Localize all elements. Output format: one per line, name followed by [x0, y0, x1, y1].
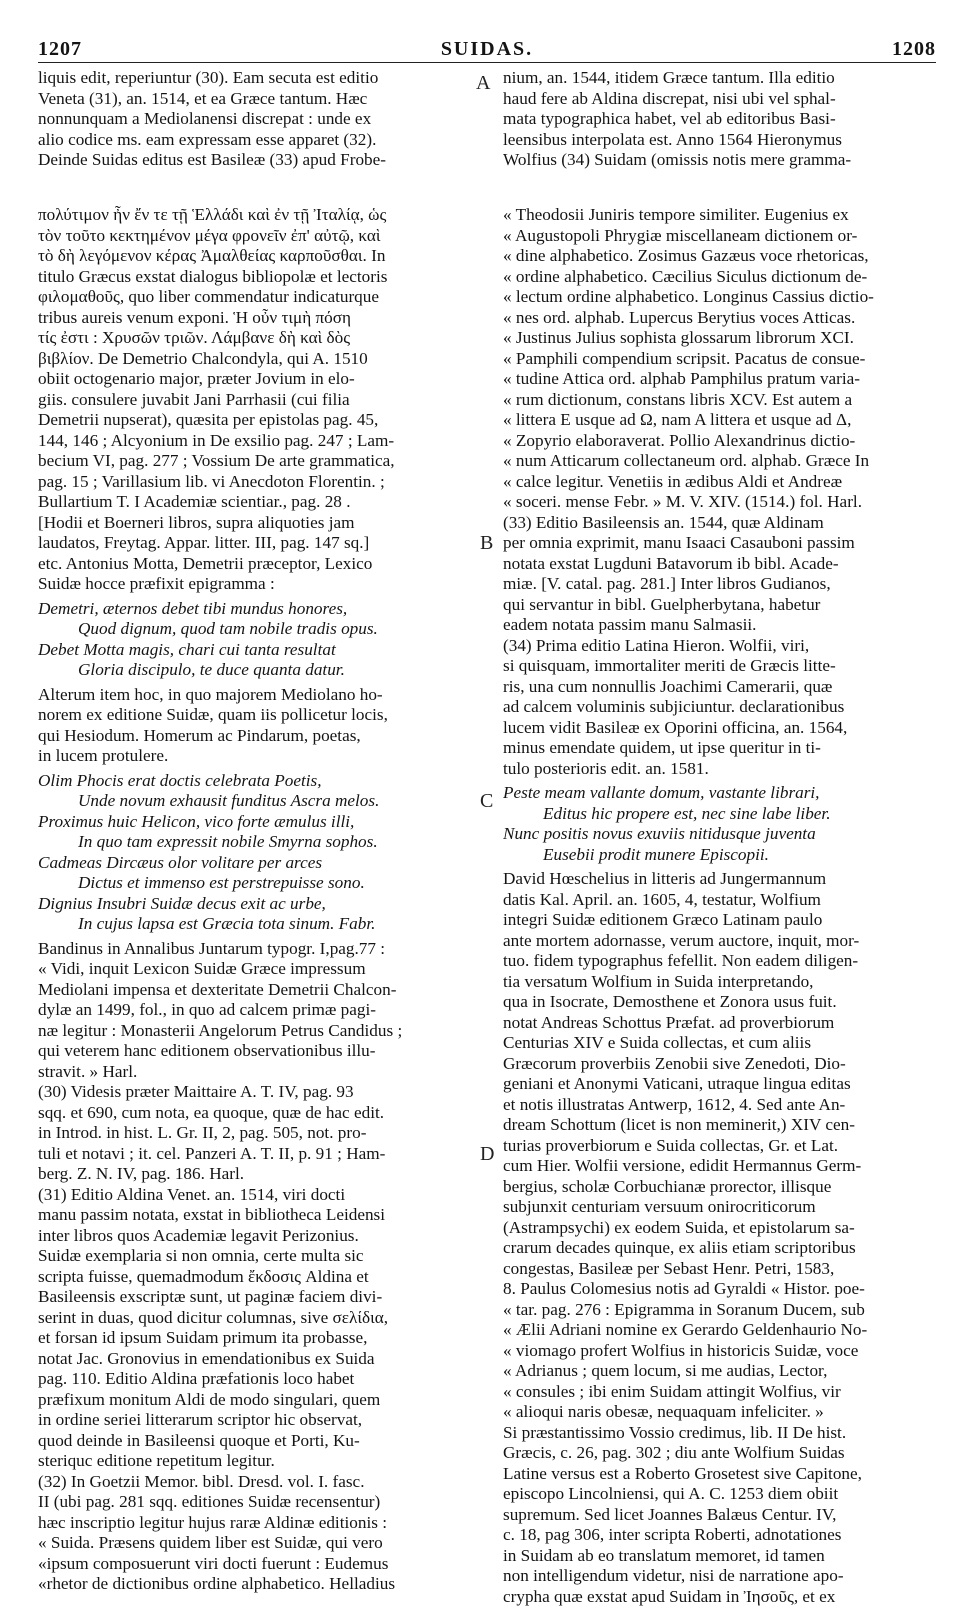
page-number-left: 1207 [38, 38, 82, 61]
footnote-34 [503, 636, 933, 780]
text-line: « Ælii Adriani nomine ex Gerardo Geldenhaurio No- [503, 1320, 933, 1341]
text-line: Græcis, c. 26, pag. 302 ; diu ante Wolfium Suidas [503, 1443, 933, 1464]
text-line: datis Kal. April. an. 1605, 4, testatur, Wolfium [503, 890, 933, 911]
text-line: qua in Isocrate, Demosthene et Zonora usus fuit. [503, 992, 933, 1013]
footnote-30 [38, 1082, 468, 1185]
footnote-line: præfixum monitum Aldi de modo singulari, quem [38, 1390, 468, 1411]
text-line: giis. consulere juvabit Jani Parrhasii (cui filia [38, 390, 468, 411]
text-line: subjunxit centuriam versuum onirocriticorum [503, 1197, 933, 1218]
verse-line: Nunc positis novus exuviis nitidusque juventa [503, 824, 933, 845]
footnote-line: ris, una cum nonnullis Joachimi Camerarii, quæ [503, 677, 933, 698]
footnote-line: per omnia exprimit, manu Isaaci Casauboni passim [503, 533, 933, 554]
text-line: obiit octogenario major, præter Jovium in elo- [38, 369, 468, 390]
quote-line: « dine alphabetico. Zosimus Gazæus voce rhetoricas, [503, 246, 933, 267]
footnote-line: in ordine seriei litterarum scriptor hic observat, [38, 1410, 468, 1431]
text-line: bergius, scholæ Corbuchianæ prorector, illisque [503, 1177, 933, 1198]
text-line: τὸν τοῦτο κεκτημένον μέγα φρονεῖν ἐπ' αὐτῷ, καὶ [38, 226, 468, 247]
running-header [38, 36, 936, 63]
greek-passage-paragraph [38, 205, 468, 595]
text-line: (Astrampsychi) ex eodem Suida, et epistolarum sa- [503, 1218, 933, 1239]
footnote-line: «rhetor de dictionibus ordine alphabetico. Helladius [38, 1574, 468, 1595]
quote-line: « Theodosii Juniris tempore similiter. Eugenius ex [503, 205, 933, 226]
footnote-line: hæc inscriptio legitur hujus raræ Aldinæ editionis : [38, 1513, 468, 1534]
text-line: « consules ; ibi enim Suidam attingit Wolfius, vir [503, 1382, 933, 1403]
text-line: τὸ δὴ λεγόμενον κέρας Ἀμαλθείας καρποῦσθαι. In [38, 246, 468, 267]
footnote-line: (34) Prima editio Latina Hieron. Wolfii, viri, [503, 636, 933, 657]
section-marker-b: B [480, 532, 493, 555]
text-line: Latine versus est a Roberto Grosetest sive Capitone, [503, 1464, 933, 1485]
quote-line: « Augustopoli Phrygiæ miscellaneam dictionem or- [503, 226, 933, 247]
text-line: congestas, Basileæ per Sebast Henr. Petri, 1583, [503, 1259, 933, 1280]
paragraph-bandinus [38, 939, 468, 1083]
intro-line: alio codice ms. eam expressam esse apparet (32). [38, 130, 468, 151]
quote-line: « num Atticarum collectaneum ord. alphab. Græce In [503, 451, 933, 472]
quote-line: « littera E usque ad Ω, nam A littera et usque ad Δ, [503, 410, 933, 431]
footnote-31 [38, 1185, 468, 1472]
footnote-line: ad calcem voluminis subjiciuntur. declarationibus [503, 697, 933, 718]
verse-line: Debet Motta magis, chari cui tanta resultat [38, 640, 468, 661]
text-line: pag. 15 ; Varillasium lib. vi Anecdoton Florentin. ; [38, 472, 468, 493]
footnote-line: Suidæ exemplaria si non omnia, certe multa sic [38, 1246, 468, 1267]
footnote-line: miæ. [V. catal. pag. 281.] Inter libros Gudianos, [503, 574, 933, 595]
epigramma-peste [503, 783, 933, 865]
intro-text-right [503, 68, 933, 171]
text-line: τίς ἐστι : Χρυσῶν τριῶν. Λάμβανε δὴ καὶ δὸς [38, 328, 468, 349]
text-line: in lucem protulere. [38, 746, 468, 767]
quote-line: « tudine Attica ord. alphab Pamphilus pratum varia- [503, 369, 933, 390]
text-line: Si præstantissimo Vossio credimus, lib. II De hist. [503, 1423, 933, 1444]
quote-line: « rum dictionum, constans libris XCV. Est autem a [503, 390, 933, 411]
footnote-line: (30) Videsis præter Maittaire A. T. IV, pag. 93 [38, 1082, 468, 1103]
text-line: βιβλίον. De Demetrio Chalcondyla, qui A. 1510 [38, 349, 468, 370]
footnote-line: sqq. et 690, cum nota, ea quoque, quæ de hac edit. [38, 1103, 468, 1124]
verse-line: Dignius Insubri Suidæ decus exit ac urbe, [38, 894, 468, 915]
text-line: geniani et Anonymi Vaticani, utraque lingua editas [503, 1074, 933, 1095]
text-line: qui Hesiodum. Homerum ac Pindarum, poetas, [38, 726, 468, 747]
page-number-right: 1208 [892, 38, 936, 61]
text-line: « Adrianus ; quem locum, si me audias, Lector, [503, 1361, 933, 1382]
verse-line: Proximus huic Helicon, vico forte æmulus illi, [38, 812, 468, 833]
intro-line: nium, an. 1544, itidem Græce tantum. Illa editio [503, 68, 933, 89]
verse-line: Eusebii prodit munere Episcopii. [503, 845, 933, 866]
quote-line: « soceri. mense Febr. » M. V. XIV. (1514.) fol. Harl. [503, 492, 933, 513]
text-line: πολύτιμον ἦν ἔν τε τῇ Ἑλλάδι καὶ ἐν τῇ Ἰταλίᾳ, ὡς [38, 205, 468, 226]
quote-line: « nes ord. alphab. Lupercus Berytius voces Atticas. [503, 308, 933, 329]
text-line: « viomago profert Wolfius in historicis Suidæ, voce [503, 1341, 933, 1362]
quoted-inscription [503, 205, 933, 513]
text-line: Bandinus in Annalibus Juntarum typogr. I,pag.77 : [38, 939, 468, 960]
text-line: et notis illustratas Antwerp, 1612, 4. Sed ante An- [503, 1095, 933, 1116]
verse-line: In cujus lapsa est Græcia tota sinum. Fabr. [38, 914, 468, 935]
text-line: næ legitur : Monasterii Angelorum Petrus Candidus ; [38, 1021, 468, 1042]
epigramma-motta [38, 599, 468, 681]
right-column [503, 205, 933, 1607]
footnote-line: pag. 110. Editio Aldina præfationis loco habet [38, 1369, 468, 1390]
text-line: laudatos, Freytag. Appar. litter. III, pag. 147 sq.] [38, 533, 468, 554]
footnote-32 [38, 1472, 468, 1595]
text-line: crypha quæ exstat apud Suidam in Ἰησοῦς, et ex [503, 1587, 933, 1607]
paragraph-hoeschelius [503, 869, 933, 1423]
footnote-line: lucem vidit Basileæ ex Oporini officina, an. 1564, [503, 718, 933, 739]
footnote-line: tuli et notavi ; it. cel. Panzeri A. T. II, p. 91 ; Ham- [38, 1144, 468, 1165]
text-line: « alioqui naris obesæ, nequaquam infeliciter. » [503, 1402, 933, 1423]
text-line: c. 18, pag 306, inter scripta Roberti, adnotationes [503, 1525, 933, 1546]
intro-line: mata typographica habet, vel ab editoribus Basi- [503, 109, 933, 130]
footnote-line: inter libros quos Academiæ legavit Perizonius. [38, 1226, 468, 1247]
text-line: Demetrii nupserat), quæsita per epistolas pag. 45, [38, 410, 468, 431]
footnote-line: notata exstat Lugduni Batavorum ib bibl. Acade- [503, 554, 933, 575]
text-line: stravit. » Harl. [38, 1062, 468, 1083]
footnote-line: Basileensis exscriptæ sunt, ut paginæ faciem divi- [38, 1287, 468, 1308]
footnote-line: tulo posterioris edit. an. 1581. [503, 759, 933, 780]
text-line: norem ex editione Suidæ, quam iis pollicetur locis, [38, 705, 468, 726]
footnote-line: minus emendate quidem, ut ipse queritur in ti- [503, 738, 933, 759]
intro-line: leensibus interpolata est. Anno 1564 Hieronymus [503, 130, 933, 151]
text-line: David Hœschelius in litteris ad Jungermannum [503, 869, 933, 890]
intro-line: liquis edit, reperiuntur (30). Eam secuta est editio [38, 68, 468, 89]
verse-line: Dictus et immenso est perstrepuisse sono. [38, 873, 468, 894]
intro-line: nonnunquam a Mediolanensi discrepat : unde ex [38, 109, 468, 130]
text-line: ante mortem adornasse, verum auctore, inquit, mor- [503, 931, 933, 952]
text-line: [Hodii et Boerneri libros, supra aliquoties jam [38, 513, 468, 534]
text-line: Centurias XIV e Suida collectas, et cum aliis [503, 1033, 933, 1054]
text-line: titulo Græcus exstat dialogus bibliopolæ et lectoris [38, 267, 468, 288]
quote-line: « ordine alphabetico. Cæcilius Siculus dictionum de- [503, 267, 933, 288]
text-line: supremum. Sed licet Joannes Balæus Centur. IV, [503, 1505, 933, 1526]
text-line: becium VI, pag. 277 ; Vossium De arte grammatica, [38, 451, 468, 472]
running-title: SUIDAS. [441, 38, 533, 61]
footnote-line: serint in duas, quod dicitur columnas, sive σελίδια, [38, 1308, 468, 1329]
footnote-line: berg. Z. N. IV, pag. 186. Harl. [38, 1164, 468, 1185]
quote-line: « calce legitur. Venetiis in ædibus Aldi et Andreæ [503, 472, 933, 493]
section-marker-c: C [480, 790, 493, 813]
verse-line: Editus hic propere est, nec sine labe liber. [503, 804, 933, 825]
text-line: tribus aureis venum exponi. Ἡ οὖν τιμὴ πόση [38, 308, 468, 329]
text-line: Alterum item hoc, in quo majorem Mediolano ho- [38, 685, 468, 706]
text-line: turias proverbiorum e Suida collectas, Gr. et Lat. [503, 1136, 933, 1157]
verse-line: In quo tam expressit nobile Smyrna sophos. [38, 832, 468, 853]
footnote-line: «ipsum composuerunt viri docti fuerunt : Eudemus [38, 1554, 468, 1575]
paragraph-alterum [38, 685, 468, 767]
intro-line: Wolfius (34) Suidam (omissis notis mere gramma- [503, 150, 933, 171]
footnote-line: si quisquam, immortaliter meriti de Græcis litte- [503, 656, 933, 677]
quote-line: « Justinus Julius sophista glossarum librorum XCI. [503, 328, 933, 349]
footnote-line: eadem notata passim manu Salmasii. [503, 615, 933, 636]
verse-line: Peste meam vallante domum, vastante librari, [503, 783, 933, 804]
verse-line: Unde novum exhausit funditus Ascra melos. [38, 791, 468, 812]
text-line: cum Hier. Wolfii versione, edidit Hermannus Germ- [503, 1156, 933, 1177]
section-marker-a: A [476, 72, 490, 95]
text-line: « Vidi, inquit Lexicon Suidæ Græce impressum [38, 959, 468, 980]
footnote-line: (31) Editio Aldina Venet. an. 1514, viri docti [38, 1185, 468, 1206]
text-line: dream Schottum (licet is non meminerit,) XIV cen- [503, 1115, 933, 1136]
intro-line: haud fere ab Aldina discrepat, nisi ubi vel sphal- [503, 89, 933, 110]
footnote-line: et forsan id ipsum Suidam primum ita probasse, [38, 1328, 468, 1349]
quote-line: « Zopyrio elaboraverat. Pollio Alexandrinus dictio- [503, 431, 933, 452]
footnote-line: qui servantur in bibl. Guelpherbytana, habetur [503, 595, 933, 616]
text-line: episcopo Lincolniensi, qui A. C. 1253 diem obiit [503, 1484, 933, 1505]
text-line: non intelligendum videtur, nisi de narratione apo- [503, 1566, 933, 1587]
paragraph-vossio [503, 1423, 933, 1607]
text-line: Suidæ hocce præfixit epigramma : [38, 574, 468, 595]
epigramma-phocis [38, 771, 468, 935]
footnote-line: manu passim notata, exstat in bibliotheca Leidensi [38, 1205, 468, 1226]
text-line: 144, 146 ; Alcyonium in De exsilio pag. 247 ; Lam- [38, 431, 468, 452]
text-line: etc. Antonius Motta, Demetrii præceptor, Lexico [38, 554, 468, 575]
quote-line: « lectum ordine alphabetico. Longinus Cassius dictio- [503, 287, 933, 308]
text-line: crarum decades quinque, ex aliis etiam scriptoribus [503, 1238, 933, 1259]
intro-line: Veneta (31), an. 1514, et ea Græce tantum. Hæc [38, 89, 468, 110]
text-line: tuo. fidem typographus fefellit. Non eadem diligen- [503, 951, 933, 972]
intro-text-left [38, 68, 468, 171]
footnote-line: « Suida. Præsens quidem liber est Suidæ, qui vero [38, 1533, 468, 1554]
text-line: tia versatum Wolfium in Suida interpretando, [503, 972, 933, 993]
footnote-line: in Introd. in hist. L. Gr. II, 2, pag. 505, not. pro- [38, 1123, 468, 1144]
footnote-line: II (ubi pag. 281 sqq. editiones Suidæ recensentur) [38, 1492, 468, 1513]
intro-line: Deinde Suidas editus est Basileæ (33) apud Frobe- [38, 150, 468, 171]
text-line: 8. Paulus Colomesius notis ad Gyraldi « Histor. poe- [503, 1279, 933, 1300]
footnote-33 [503, 513, 933, 636]
verse-line: Quod dignum, quod tam nobile tradis opus. [38, 619, 468, 640]
footnote-line: steriquc editione repetitum legitur. [38, 1451, 468, 1472]
quote-line: « Pamphili compendium scripsit. Pacatus de consue- [503, 349, 933, 370]
footnote-line: scripta fuisse, quemadmodum ἔκδοσις Aldina et [38, 1267, 468, 1288]
left-column [38, 205, 468, 1595]
footnote-line: (32) In Goetzii Memor. bibl. Dresd. vol. I. fasc. [38, 1472, 468, 1493]
text-line: Græcorum proverbiis Zenobii sive Zenedoti, Dio- [503, 1054, 933, 1075]
text-line: « tar. pag. 276 : Epigramma in Soranum Ducem, sub [503, 1300, 933, 1321]
text-line: integri Suidæ editionem Græco Latinam paulo [503, 910, 933, 931]
footnote-line: (33) Editio Basileensis an. 1544, quæ Aldinam [503, 513, 933, 534]
verse-line: Olim Phocis erat doctis celebrata Poetis, [38, 771, 468, 792]
text-line: notat Andreas Schottus Præfat. ad proverbiorum [503, 1013, 933, 1034]
text-line: dylæ an 1499, fol., in quo ad calcem primæ pagi- [38, 1000, 468, 1021]
text-line: Bullartium T. I Academiæ scientiar., pag. 28 . [38, 492, 468, 513]
verse-line: Cadmeas Dircæus olor volitare per arces [38, 853, 468, 874]
text-line: φιλομαθοῦς, quo liber commendatur indicaturque [38, 287, 468, 308]
text-line: Mediolani impensa et dexteritate Demetrii Chalcon- [38, 980, 468, 1001]
footnote-line: notat Jac. Gronovius in emendationibus ex Suida [38, 1349, 468, 1370]
text-line: in Suidam ab eo translatum memoret, id tamen [503, 1546, 933, 1567]
verse-line: Gloria discipulo, te duce quanta datur. [38, 660, 468, 681]
verse-line: Demetri, æternos debet tibi mundus honores, [38, 599, 468, 620]
text-line: qui veterem hanc editionem observationibus illu- [38, 1041, 468, 1062]
footnote-line: quod deinde in Basileensi quoque et Porti, Ku- [38, 1431, 468, 1452]
section-marker-d: D [480, 1143, 494, 1166]
